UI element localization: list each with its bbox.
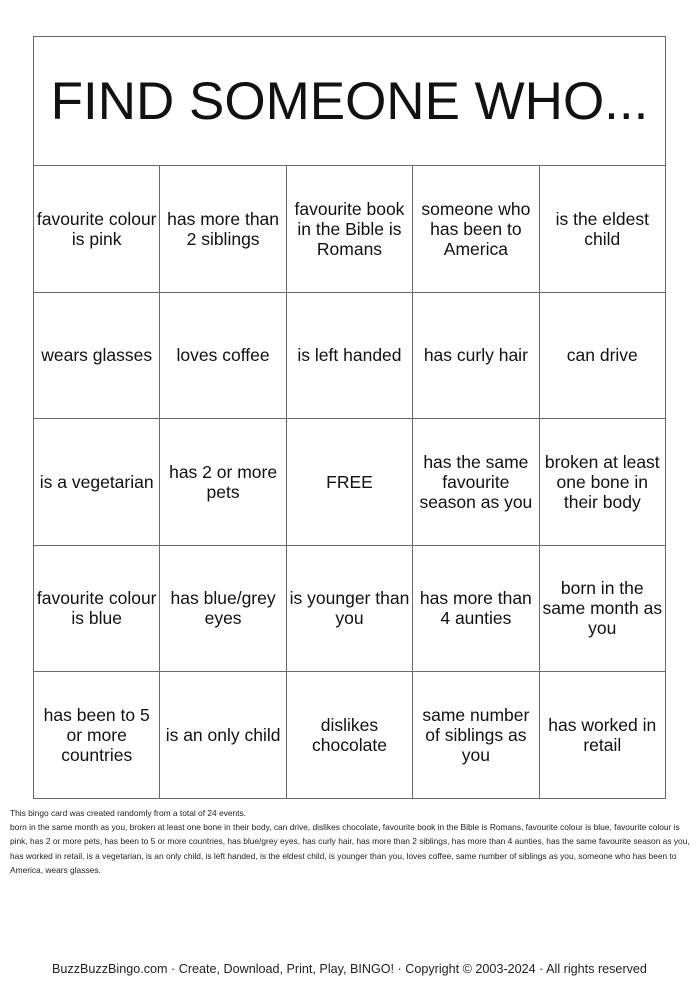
bingo-cell: has the same favourite season as you bbox=[413, 419, 539, 546]
bingo-cell: dislikes chocolate bbox=[286, 672, 412, 799]
title-row bbox=[34, 37, 666, 166]
events-list: born in the same month as you, broken at least one bone in their body, can drive, dislikes chocolate, favourite book in the Bible is Romans, favourite colour is blue, favourite colour is pink, has 2 or more pets, has been to 5 or more countries, has blue/grey eyes, has curly hair, has more than 2 siblings, has more than 4 aunties, has the same favourite season as you, has worked in retail, is a vegetarian, is an only child, is left handed, is the eldest child, is younger than you, loves coffee, same number of siblings as you, someone who has been to America, wears glasses. bbox=[10, 822, 690, 875]
bingo-cell: wears glasses bbox=[34, 292, 160, 419]
bingo-row-5 bbox=[34, 672, 666, 799]
bingo-cell: can drive bbox=[539, 292, 665, 419]
free-space-cell: FREE bbox=[286, 419, 412, 546]
footer-copyright: BuzzBuzzBingo.com · Create, Download, Print, Play, BINGO! · Copyright © 2003-2024 · All rights reserved bbox=[52, 962, 647, 976]
card-title: FIND SOMEONE WHO... bbox=[34, 37, 666, 166]
bingo-cell: has more than 2 siblings bbox=[160, 166, 286, 293]
card-info bbox=[10, 806, 690, 877]
bingo-cell: favourite colour is blue bbox=[34, 545, 160, 672]
bingo-card bbox=[33, 36, 666, 799]
bingo-cell: born in the same month as you bbox=[539, 545, 665, 672]
bingo-cell: has blue/grey eyes bbox=[160, 545, 286, 672]
bingo-cell: broken at least one bone in their body bbox=[539, 419, 665, 546]
bingo-cell: is an only child bbox=[160, 672, 286, 799]
bingo-cell: is younger than you bbox=[286, 545, 412, 672]
bingo-row-3 bbox=[34, 419, 666, 546]
bingo-cell: has more than 4 aunties bbox=[413, 545, 539, 672]
bingo-cell: loves coffee bbox=[160, 292, 286, 419]
bingo-cell: favourite colour is pink bbox=[34, 166, 160, 293]
bingo-row-2 bbox=[34, 292, 666, 419]
bingo-cell: is the eldest child bbox=[539, 166, 665, 293]
bingo-cell: has curly hair bbox=[413, 292, 539, 419]
bingo-cell: has worked in retail bbox=[539, 672, 665, 799]
bingo-cell: has 2 or more pets bbox=[160, 419, 286, 546]
bingo-cell: is left handed bbox=[286, 292, 412, 419]
bingo-cell: favourite book in the Bible is Romans bbox=[286, 166, 412, 293]
bingo-row-1 bbox=[34, 166, 666, 293]
bingo-cell: someone who has been to America bbox=[413, 166, 539, 293]
card-summary: This bingo card was created randomly from a total of 24 events. bbox=[10, 808, 247, 818]
bingo-cell: has been to 5 or more countries bbox=[34, 672, 160, 799]
bingo-cell: same number of siblings as you bbox=[413, 672, 539, 799]
bingo-row-4 bbox=[34, 545, 666, 672]
bingo-cell: is a vegetarian bbox=[34, 419, 160, 546]
